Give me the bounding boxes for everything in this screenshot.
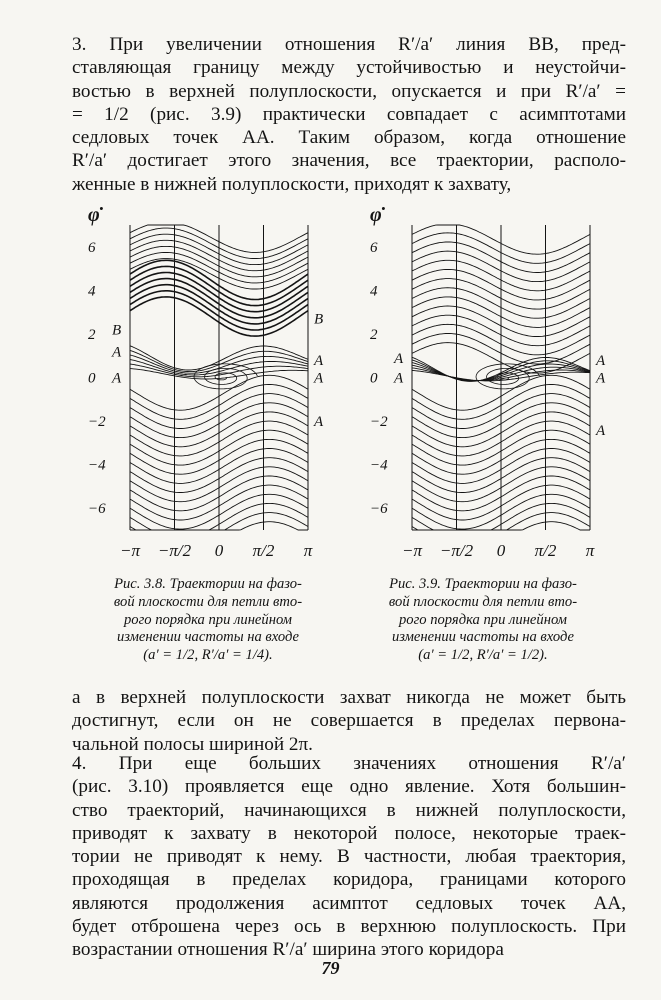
x-tick-label: −π bbox=[402, 541, 423, 560]
caption-3-9 bbox=[358, 576, 608, 665]
right-curve-label: A bbox=[596, 422, 606, 439]
y-tick-label: 0 bbox=[88, 370, 96, 387]
paragraph-3-line: проходящая в пределах коридора, границами которого bbox=[72, 869, 626, 891]
figure-3-8 bbox=[68, 200, 338, 570]
y-axis-label: φ̇ bbox=[88, 204, 100, 226]
x-tick-label: −π bbox=[120, 541, 141, 560]
paragraph-1-line: 3. При увеличении отношения R′/a′ линия BB, пред- bbox=[72, 34, 626, 55]
caption-line: Рис. 3.9. Траектории на фазо- bbox=[389, 576, 577, 592]
y-axis-label: φ̇ bbox=[370, 204, 382, 226]
y-tick-label: 2 bbox=[370, 326, 378, 343]
x-tick-label: −π/2 bbox=[157, 541, 192, 560]
caption-line: рого порядка при линейном bbox=[398, 611, 567, 628]
caption-line: (a′ = 1/2, R′/a′ = 1/2). bbox=[418, 647, 548, 664]
caption-3-8 bbox=[83, 576, 333, 665]
paragraph-3-line: возрастании отношения R′/a′ ширина этого коридора bbox=[72, 939, 504, 961]
x-tick-label: π bbox=[585, 541, 595, 560]
right-curve-label: A bbox=[596, 353, 606, 370]
x-tick-label: π bbox=[303, 541, 313, 560]
right-curve-label: B bbox=[314, 311, 324, 328]
paragraph-1-line: ставляющая границу между устойчивостью и неустойчи- bbox=[72, 57, 626, 79]
y-tick-label: 6 bbox=[88, 239, 96, 256]
left-curve-label: A bbox=[112, 344, 122, 361]
figure-3-9 bbox=[350, 200, 620, 570]
paragraph-3 bbox=[72, 752, 626, 962]
paragraph-1 bbox=[72, 33, 626, 196]
paragraph-1-line: R′/a′ достигает этого значения, все траектории, располо- bbox=[72, 150, 626, 172]
y-tick-label: −4 bbox=[88, 457, 106, 474]
paragraph-2-line: достигнут, если он не совершается в пределах первона- bbox=[72, 710, 626, 732]
left-curve-label: B bbox=[112, 322, 122, 339]
paragraph-2-line: а в верхней полуплоскости захват никогда не может быть bbox=[72, 687, 626, 708]
caption-line: Рис. 3.8. Траектории на фазо- bbox=[114, 576, 302, 592]
paragraph-3-line: 4. При еще больших значениях отношения R′/a′ bbox=[72, 753, 626, 774]
y-tick-label: 4 bbox=[88, 283, 96, 300]
paragraph-1-line: седловых точек AA. Таким образом, когда отношение bbox=[72, 127, 626, 149]
caption-line: изменении частоты на входе bbox=[116, 629, 300, 646]
y-tick-label: 2 bbox=[88, 326, 96, 343]
x-tick-label: 0 bbox=[214, 541, 224, 560]
right-curve-label: A bbox=[314, 414, 324, 431]
y-tick-label: −2 bbox=[370, 414, 388, 431]
paragraph-1-line: = 1/2 (рис. 3.9) практически совпадает с асимптотами bbox=[72, 103, 626, 125]
x-tick-label: π/2 bbox=[252, 541, 275, 560]
y-tick-label: −2 bbox=[88, 414, 106, 431]
y-tick-label: −4 bbox=[370, 457, 388, 474]
y-tick-label: 4 bbox=[370, 283, 378, 300]
y-tick-label: −6 bbox=[88, 501, 106, 518]
paragraph-3-line: ство траекторий, начинающихся в нижней полуплоскости, bbox=[72, 799, 626, 821]
caption-line: изменении частоты на входе bbox=[391, 629, 575, 646]
y-tick-label: 0 bbox=[370, 370, 378, 387]
x-tick-label: 0 bbox=[496, 541, 506, 560]
left-curve-label: A bbox=[394, 350, 404, 367]
paragraph-1-line: женные в нижней полуплоскости, приходят к захвату, bbox=[72, 173, 512, 195]
left-curve-label: A bbox=[394, 370, 404, 387]
x-tick-label: −π/2 bbox=[439, 541, 474, 560]
phase-plot-3-9 bbox=[350, 200, 620, 570]
page-number: 79 bbox=[321, 958, 340, 978]
paragraph-1-line: востью в верхней полуплоскости, опускается и при R′/a′ = bbox=[72, 80, 626, 102]
left-curve-label: A bbox=[112, 370, 122, 387]
x-tick-label: π/2 bbox=[534, 541, 557, 560]
right-curve-label: A bbox=[314, 370, 324, 387]
paragraph-2 bbox=[72, 686, 626, 756]
paragraph-3-line: тории не приводят к нему. В частности, любая траектория, bbox=[72, 846, 626, 868]
right-curve-label: A bbox=[314, 353, 324, 370]
caption-line: рого порядка при линейном bbox=[123, 611, 292, 628]
paragraph-3-line: будет отброшена через ось в верхнюю полуплоскость. При bbox=[72, 916, 626, 938]
paragraph-3-line: являются продолжения асимптот седловых точек AA, bbox=[72, 892, 626, 914]
y-tick-label: −6 bbox=[370, 501, 388, 518]
phase-plot-3-8 bbox=[68, 200, 338, 570]
y-tick-label: 6 bbox=[370, 239, 378, 256]
paragraph-2-line: чальной полосы шириной 2π. bbox=[72, 733, 313, 755]
caption-line: вой плоскости для петли вто- bbox=[388, 593, 578, 610]
right-curve-label: A bbox=[596, 370, 606, 387]
caption-line: (a′ = 1/2, R′/a′ = 1/4). bbox=[143, 647, 273, 664]
caption-line: вой плоскости для петли вто- bbox=[113, 593, 303, 610]
paragraph-3-line: приводят к захвату в некоторой полосе, некоторые траек- bbox=[72, 822, 626, 844]
paragraph-3-line: (рис. 3.10) проявляется еще одно явление. Хотя большин- bbox=[72, 776, 626, 798]
